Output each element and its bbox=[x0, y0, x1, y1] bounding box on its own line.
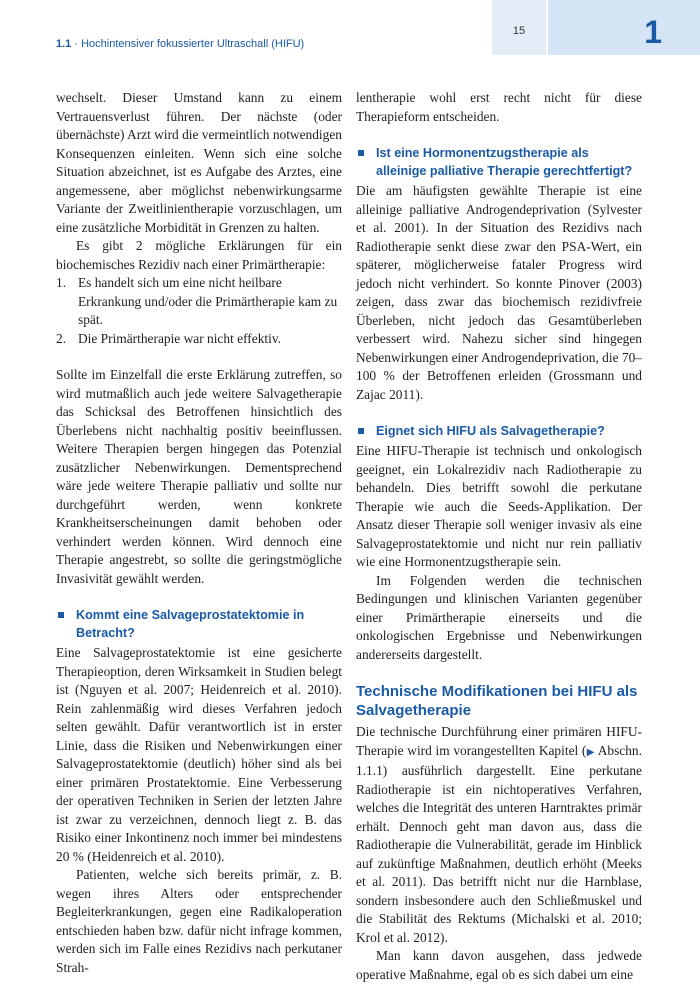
paragraph: Die am häufigsten gewählte Therapie ist eine alleinige palliative Androgendeprivation (Sylvester et al. 2001). In der Situation des Rezidivs nach Radiotherapie senkt diese zwar den PSA-Wert, ein späterer, möglicherweise fataler Progress wird jedoch nicht verhindert. So konnte Pinover (2003) zeigen, dass zwar das biochemisch rezidivfreie Überleben, nicht jedoch das Gesamtüberleben verbessert wird. Nahezu sicher sind hingegen Nebenwirkungen einer Androgendeprivation, die 70–100 % der Betroffenen erleiden (Grossmann und Zajac 2011). bbox=[356, 183, 642, 402]
page-number: 15 bbox=[492, 0, 546, 55]
bullet-square-icon bbox=[358, 150, 364, 156]
paragraph-text: Die technische Durchführung einer primären HIFU-Therapie wird im vorangestellten Kapitel ( bbox=[356, 724, 642, 758]
list-item bbox=[56, 274, 342, 330]
section-title: Hochintensiver fokussierter Ultraschall (HIFU) bbox=[81, 38, 305, 50]
paragraph: wechselt. Dieser Umstand kann zu einem Vertrauensverlust führen. Der nächste (oder übernächste) Arzt wird die vermeintlich notwendigen Konsequenzen einleiten. Wenn sich eine solche Situation abzeichnet, ist es Aufgabe des Arztes, eine angemessene, aber möglichst nebenwirkungsarme Variante der Zweitlinientherapie vorzuschlagen, um eine zusätzliche Morbidität in Grenzen zu halten. bbox=[56, 90, 342, 235]
list-text: Es handelt sich um eine nicht heilbare Erkrankung und/oder die Primärtherapie kam zu spät. bbox=[78, 275, 338, 327]
section-heading: Technische Modifikationen bei HIFU als Salvagetherapie bbox=[356, 683, 638, 719]
list-number: 1. bbox=[56, 275, 67, 290]
question-heading bbox=[356, 144, 642, 180]
paragraph: Eine HIFU-Therapie ist technisch und onkologisch geeignet, ein Lokalrezidiv nach Radiotherapie zu behandeln. Dies betrifft sowohl die perkutane Therapie wie auch die Seeds-Applikation. Der Ansatz dieser Therapie soll weniger invasiv als eine Salvageprostatektomie und nicht nur rein palliativ wie eine Hormonentzugstherapie sein. bbox=[356, 443, 642, 569]
paragraph: Eine Salvageprostatektomie ist eine gesicherte Therapieoption, deren Wirksamkeit in Studien belegt ist (Nguyen et al. 2007; Heidenreich et al. 2010). Rein zahlenmäßig wird dieses Verfahren jedoch selten gewählt. Dafür verantwortlich ist in erster Linie, dass die Risiken und Nebenwirkungen einer Salvageprostatektomie (deutlich) höher sind als bei einer primären Prostatektomie. Eine Verbesserung der operativen Techniken in Serien der letzten Jahre ist zwar zu verzeichnen, dennoch liegt z. B. das Risiko einer Inkontinenz noch immer bei mindestens 20 % (Heidenreich et al. 2010). bbox=[56, 645, 342, 864]
bullet-square-icon bbox=[58, 612, 64, 618]
paragraph bbox=[356, 723, 642, 947]
running-head bbox=[56, 38, 304, 50]
question-heading-text: Ist eine Hormonentzugstherapie als alleinige palliative Therapie gerechtfertigt? bbox=[376, 146, 633, 178]
separator: · bbox=[74, 38, 79, 50]
paragraph: lentherapie wohl erst recht nicht für diese Therapieform entscheiden. bbox=[356, 90, 642, 124]
question-heading bbox=[356, 422, 642, 440]
left-column bbox=[56, 89, 342, 977]
right-column bbox=[356, 89, 642, 984]
bullet-square-icon bbox=[358, 428, 364, 434]
paragraph: Man kann davon ausgehen, dass jedwede operative Maßnahme, egal ob es sich dabei um eine bbox=[356, 948, 642, 982]
list-number: 2. bbox=[56, 330, 67, 346]
section-number: 1.1 bbox=[56, 38, 72, 50]
section-reference-link[interactable]: Abschn. 1.1.1 bbox=[356, 742, 642, 778]
list-text: Die Primärtherapie war nicht effektiv. bbox=[78, 330, 282, 346]
question-heading bbox=[56, 606, 342, 642]
paragraph: Es gibt 2 mögliche Erklärungen für ein biochemisches Rezidiv nach einer Primärtherapie: bbox=[56, 238, 342, 272]
question-heading-text: Eignet sich HIFU als Salvagetherapie? bbox=[376, 424, 605, 438]
question-heading-text: Kommt eine Salvageprostatektomie in Betracht? bbox=[76, 608, 305, 640]
paragraph: Patienten, welche sich bereits primär, z. B. wegen ihres Alters oder entsprechender Begleiterkrankungen, gegen eine Radikaloperation entschieden haben bzw. dafür nicht infrage kommen, werden sich im Falle eines Rezidivs nach perkutaner Strah- bbox=[56, 867, 342, 975]
list-item bbox=[56, 330, 342, 349]
paragraph: Sollte im Einzelfall die erste Erklärung zutreffen, so wird mutmaßlich auch jede weitere Salvagetherapie das Schicksal des Betroffenen hinsichtlich des Überlebens nicht nachhaltig positiv beeinflussen. Weitere Therapien bergen hingegen das Potenzial zusätzlicher Nebenwirkungen. Dementsprechend wäre jede weitere Therapie palliativ und sollte nur durchgeführt werden, wenn konkrete Krankheitserscheinungen damit behoben oder verhindert werden können. Wird dennoch eine Therapie angestrebt, so sollte die geringstmögliche Invasivität gewählt werden. bbox=[56, 367, 342, 586]
numbered-list bbox=[56, 274, 342, 348]
arrow-right-icon: ▶ bbox=[586, 746, 595, 758]
paragraph-text: ) ausführlich dargestellt. Eine perkutane Radiotherapie ist ein nichtoperatives Verfahren, welches die Integrität des unteren Harntraktes primär erhält. Dennoch geht man davon aus, dass die Radiotherapie die Vulnerabilität, gerade im Hinblick auf zukünftige Maßnahmen, deutlich erhöht (Meeks et al. 2011). Das betrifft nicht nur die Harnblase, sondern insbesondere auch den Schließmuskel und die Stabilität des Rektums (Michalski et al. 2010; Krol et al. 2012). bbox=[356, 763, 642, 945]
chapter-number: 1 bbox=[548, 0, 700, 55]
paragraph: Im Folgenden werden die technischen Bedingungen und klinischen Varianten gegenüber einer Primärtherapie einerseits und die onkologischen Ergebnisse und Nebenwirkungen andererseits dargestellt. bbox=[356, 572, 642, 662]
